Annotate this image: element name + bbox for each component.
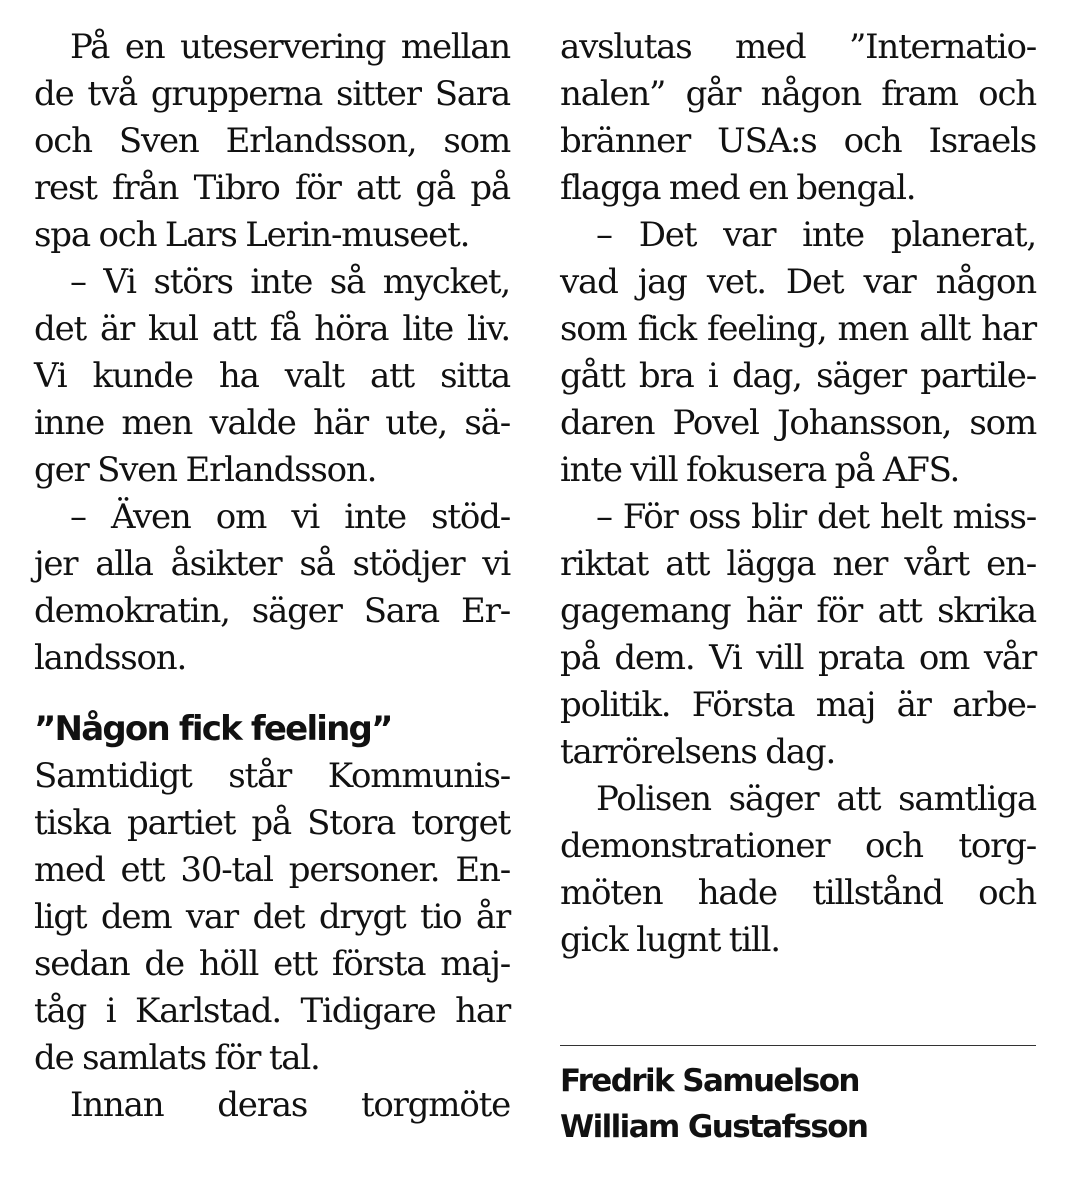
text-line: – Det var inte planerat, <box>596 215 1036 255</box>
paragraph <box>560 776 1036 964</box>
text-line: demonstrationer och torg- <box>560 826 1036 866</box>
text-line: Samtidigt står Kommunis- <box>34 756 510 796</box>
text-line: sedan de höll ett första maj- <box>34 944 510 984</box>
paragraph <box>560 494 1036 776</box>
text-line: flagga med en bengal. <box>560 168 916 208</box>
byline-divider <box>560 1045 1036 1046</box>
left-column <box>34 24 510 1129</box>
text-line: jer alla åsikter så stödjer vi <box>34 544 510 584</box>
text-line: på dem. Vi vill prata om vår <box>560 638 1036 678</box>
text-line: de två grupperna sitter Sara <box>34 74 510 114</box>
text-line: tiska partiet på Stora torget <box>34 803 510 843</box>
text-line: Vi kunde ha valt att sitta <box>34 356 510 396</box>
text-line: gick lugnt till. <box>560 920 780 960</box>
paragraph <box>34 494 510 682</box>
text-line: gagemang här för att skrika <box>560 591 1036 631</box>
byline <box>560 1058 1036 1150</box>
text-line: spa och Lars Lerin-museet. <box>34 215 470 255</box>
paragraph <box>34 24 510 259</box>
text-line: Polisen säger att samtliga <box>596 779 1036 819</box>
text-line: och Sven Erlandsson, som <box>34 121 510 161</box>
text-line: demokratin, säger Sara Er- <box>34 591 510 631</box>
text-line: inte vill fokusera på AFS. <box>560 450 960 490</box>
paragraph <box>34 259 510 494</box>
text-line: Innan deras torgmöte <box>70 1085 510 1125</box>
text-line: politik. Första maj är arbe- <box>560 685 1036 725</box>
text-line: tåg i Karlstad. Tidigare har <box>34 991 510 1031</box>
text-line: det är kul att få höra lite liv. <box>34 309 510 349</box>
text-line: – Även om vi inte stöd- <box>70 497 510 537</box>
text-line: riktat att lägga ner vårt en- <box>560 544 1036 584</box>
paragraph <box>560 24 1036 212</box>
text-line: På en uteservering mellan <box>70 27 510 67</box>
text-line: ger Sven Erlandsson. <box>34 450 377 490</box>
text-line: avslutas med ”Internatio- <box>560 27 1036 67</box>
text-line: gått bra i dag, säger partile- <box>560 356 1036 396</box>
text-line: inne men valde här ute, sä- <box>34 403 510 443</box>
text-line: landsson. <box>34 638 187 678</box>
text-line: – För oss blir det helt miss- <box>596 497 1036 537</box>
author-name: Fredrik Samuelson <box>560 1063 859 1099</box>
text-line: – Vi störs inte så mycket, <box>70 262 510 302</box>
text-line: ligt dem var det drygt tio år <box>34 897 510 937</box>
text-line: bränner USA:s och Israels <box>560 121 1036 161</box>
text-line: möten hade tillstånd och <box>560 873 1036 913</box>
text-line: daren Povel Johansson, som <box>560 403 1036 443</box>
text-line: vad jag vet. Det var någon <box>560 262 1036 302</box>
paragraph <box>34 1082 510 1129</box>
text-line: som fick feeling, men allt har <box>560 309 1036 349</box>
paragraph <box>34 753 510 1082</box>
text-line: med ett 30-tal personer. En- <box>34 850 510 890</box>
text-line: rest från Tibro för att gå på <box>34 168 510 208</box>
right-column <box>560 24 1036 964</box>
text-line: de samlats för tal. <box>34 1038 320 1078</box>
subheading: ”Någon fick feeling” <box>34 709 392 749</box>
paragraph <box>560 212 1036 494</box>
author-name: William Gustafsson <box>560 1109 868 1145</box>
text-line: tarrörelsens dag. <box>560 732 836 772</box>
text-line: nalen” går någon fram och <box>560 74 1036 114</box>
